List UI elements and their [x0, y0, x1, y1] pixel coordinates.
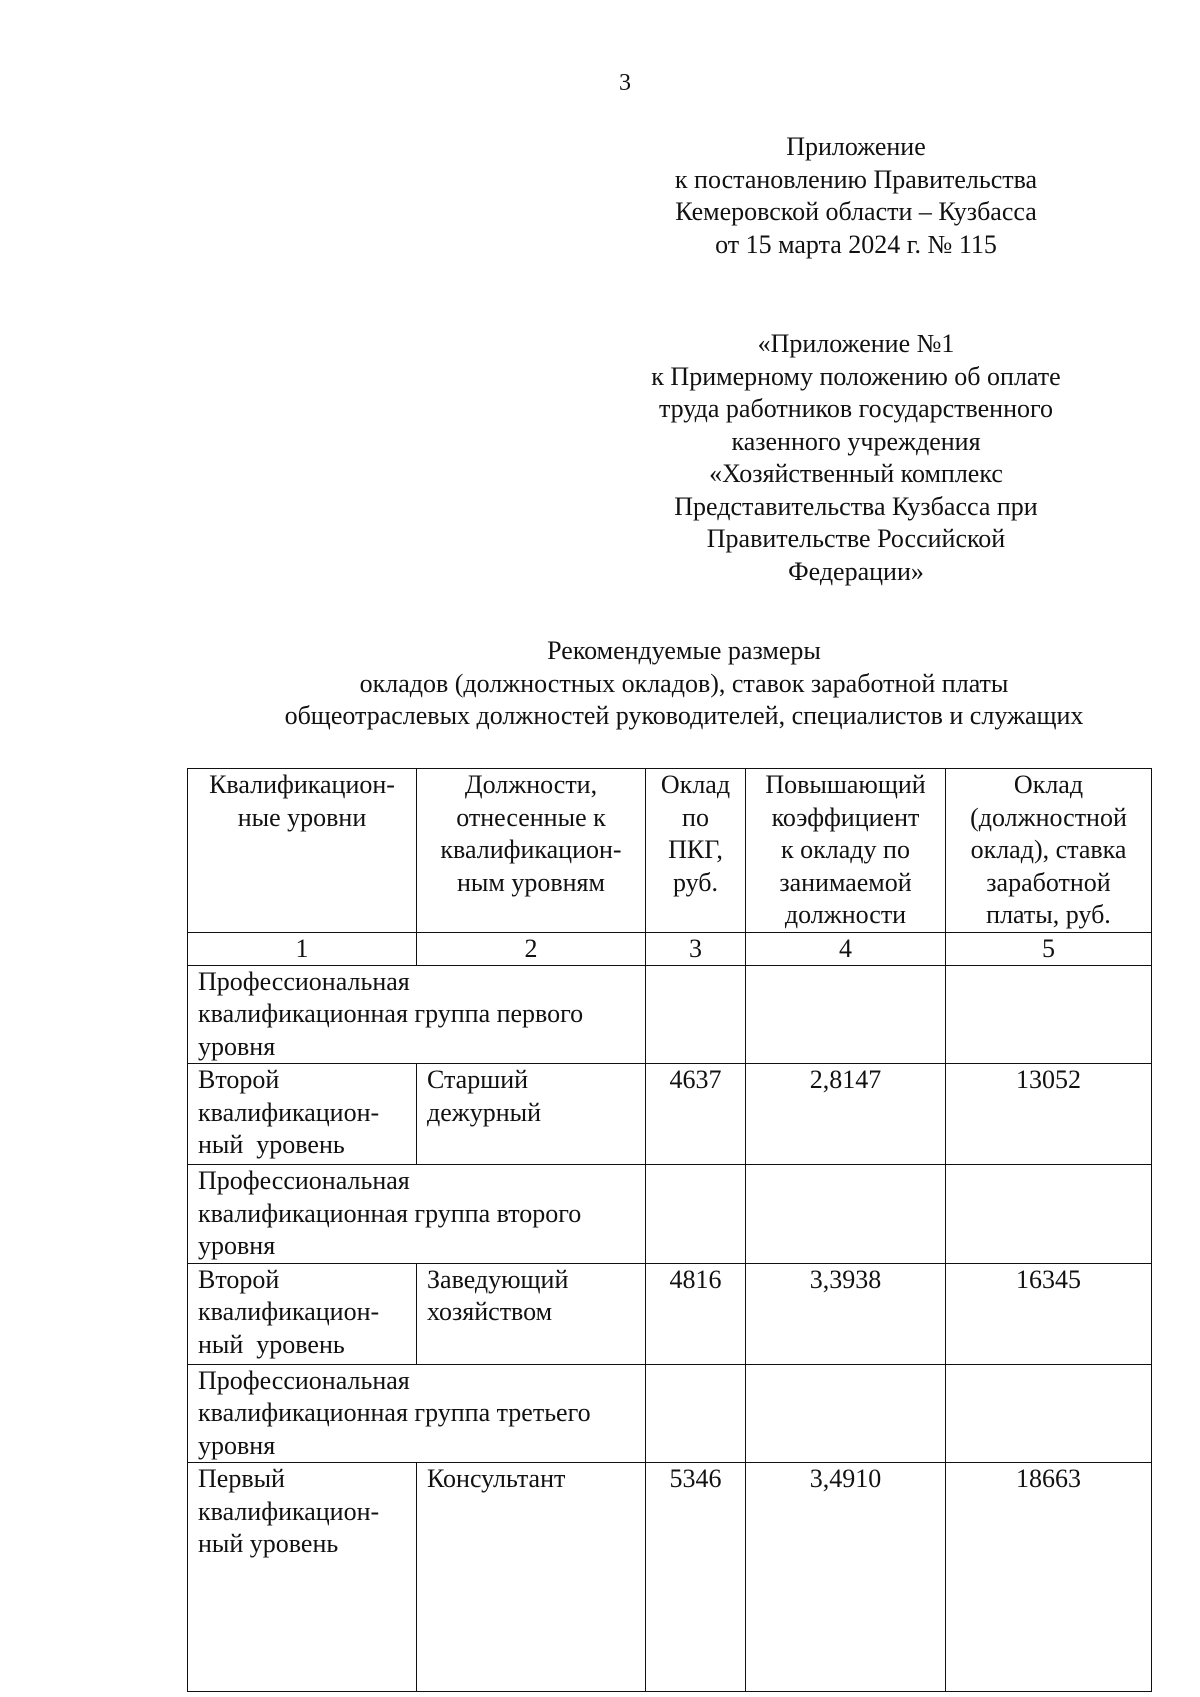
header-line: ным уровням	[457, 867, 605, 897]
level-line: ный уровень	[198, 1130, 345, 1159]
column-number: 4	[746, 932, 946, 965]
position	[417, 1263, 646, 1364]
appendix-1-line: Правительстве Российской	[706, 524, 1006, 553]
appendix-1-line: Представительства Кузбасса при	[674, 491, 1038, 521]
level-line: Второй	[198, 1065, 280, 1094]
appendix-1-line: к Примерному положению об оплате	[651, 361, 1061, 391]
header-line: ные уровни	[237, 802, 367, 832]
qualification-level	[188, 1263, 417, 1364]
column-number: 1	[188, 932, 417, 965]
page-number: 3	[619, 70, 631, 96]
level-line: Второй	[198, 1264, 280, 1294]
position-line: хозяйством	[427, 1297, 553, 1326]
header-line: руб.	[672, 867, 719, 897]
document-title	[120, 635, 1200, 733]
qualification-level	[188, 1463, 417, 1692]
empty-cell	[646, 965, 746, 1064]
group-line: квалификационная группа первого	[198, 999, 584, 1028]
header-line: по	[682, 802, 709, 832]
position-line: Старший	[427, 1065, 529, 1094]
appendix-header	[628, 131, 1084, 261]
position-line: Заведующий	[427, 1264, 569, 1294]
header-line: оклад), ставка	[970, 835, 1127, 864]
header-coefficient	[746, 769, 946, 933]
coefficient: 3,3938	[746, 1263, 946, 1364]
salary-table	[187, 768, 1152, 1692]
salary: 18663	[946, 1463, 1152, 1692]
header-line: Квалификацион-	[209, 770, 395, 799]
group-row	[188, 965, 1152, 1064]
qualification-level	[188, 1064, 417, 1165]
header-positions	[417, 769, 646, 933]
header-line: Должности,	[464, 770, 598, 799]
header-line: Оклад	[660, 770, 731, 799]
position	[417, 1064, 646, 1165]
column-number: 5	[946, 932, 1152, 965]
group-name	[188, 1364, 646, 1463]
column-number: 2	[417, 932, 646, 965]
empty-cell	[946, 1364, 1152, 1463]
position-line: Консультант	[427, 1464, 566, 1493]
level-line: квалификацион-	[198, 1297, 380, 1326]
position	[417, 1463, 646, 1692]
level-line: Первый	[198, 1464, 285, 1493]
appendix-line: Приложение	[786, 132, 926, 161]
appendix-1-header	[600, 328, 1112, 588]
appendix-1-line: «Хозяйственный комплекс	[709, 459, 1003, 488]
header-line: Повышающий	[765, 770, 926, 799]
title-line: общеотраслевых должностей руководителей, специалистов и служащих	[284, 701, 1084, 730]
group-name	[188, 1165, 646, 1264]
empty-cell	[946, 965, 1152, 1064]
title-line: окладов (должностных окладов), ставок заработной платы	[359, 668, 1009, 698]
group-line: Профессиональная	[198, 966, 410, 996]
group-row	[188, 1165, 1152, 1264]
coefficient: 2,8147	[746, 1064, 946, 1165]
group-line: Профессиональная	[198, 1166, 410, 1195]
header-line: коэффициент	[771, 802, 920, 832]
column-number-row	[188, 932, 1152, 965]
group-line: уровня	[198, 1031, 276, 1061]
header-salary	[946, 769, 1152, 933]
group-line: уровня	[198, 1430, 276, 1460]
empty-cell	[746, 1364, 946, 1463]
header-line: должности	[784, 900, 907, 929]
appendix-1-line: «Приложение №1	[757, 329, 955, 358]
appendix-1-line: казенного учреждения	[731, 426, 981, 456]
group-line: квалификационная группа второго	[198, 1198, 582, 1228]
level-row	[188, 1064, 1152, 1165]
appendix-1-line: Федерации»	[788, 556, 924, 586]
header-line: отнесенные к	[456, 802, 606, 832]
column-number: 3	[646, 932, 746, 965]
title-line: Рекомендуемые размеры	[547, 636, 821, 665]
level-row	[188, 1463, 1152, 1692]
empty-cell	[946, 1165, 1152, 1264]
salary-pkg: 5346	[646, 1463, 746, 1692]
appendix-line: Кемеровской области – Кузбасса	[675, 197, 1037, 226]
position-line: дежурный	[427, 1097, 542, 1127]
empty-cell	[746, 965, 946, 1064]
level-line: квалификацион-	[198, 1496, 380, 1526]
group-line: квалификационная группа третьего	[198, 1398, 591, 1427]
header-line: (должностной	[970, 802, 1127, 832]
salary-pkg: 4637	[646, 1064, 746, 1165]
empty-cell	[746, 1165, 946, 1264]
header-line: к окладу по	[781, 835, 910, 864]
appendix-line: к постановлению Правительства	[674, 164, 1038, 194]
group-line: уровня	[198, 1231, 276, 1260]
empty-cell	[646, 1165, 746, 1264]
group-name	[188, 965, 646, 1064]
header-line: квалификацион-	[440, 835, 622, 864]
appendix-1-line: труда работников государственного	[658, 394, 1054, 423]
header-line: занимаемой	[779, 867, 912, 897]
appendix-line: от 15 марта 2024 г. № 115	[715, 229, 997, 259]
group-line: Профессиональная	[198, 1365, 410, 1395]
level-line: ный уровень	[198, 1329, 345, 1359]
salary: 16345	[946, 1263, 1152, 1364]
group-row	[188, 1364, 1152, 1463]
level-line: ный уровень	[198, 1529, 339, 1558]
header-line: Оклад	[1013, 770, 1084, 799]
salary: 13052	[946, 1064, 1152, 1165]
header-qualification-levels	[188, 769, 417, 933]
level-row	[188, 1263, 1152, 1364]
header-line: платы, руб.	[986, 900, 1111, 929]
header-line: ПКГ,	[668, 835, 723, 864]
level-line: квалификацион-	[198, 1097, 380, 1127]
header-row	[188, 769, 1152, 933]
salary-pkg: 4816	[646, 1263, 746, 1364]
coefficient: 3,4910	[746, 1463, 946, 1692]
empty-cell	[646, 1364, 746, 1463]
header-line: заработной	[986, 867, 1111, 897]
header-salary-pkg	[646, 769, 746, 933]
